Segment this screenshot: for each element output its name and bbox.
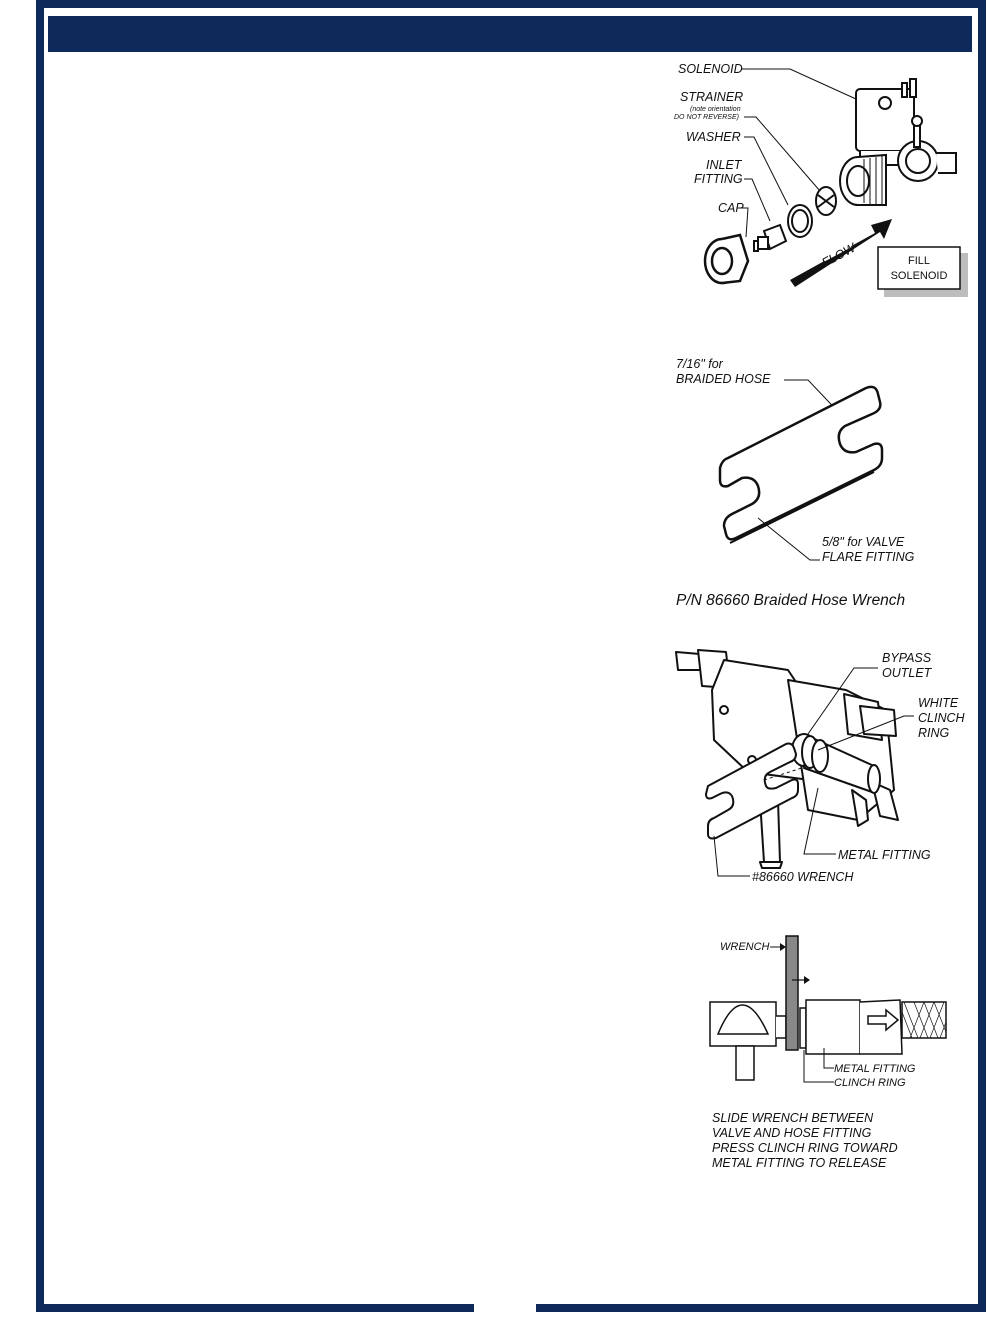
valve-wrench-diagram — [668, 640, 978, 890]
label-wrench-part: #86660 WRENCH — [752, 870, 854, 884]
label-wrench-top-2: BRAIDED HOSE — [676, 372, 771, 386]
label-inlet-1: INLET — [706, 158, 742, 172]
label-strainer-note-1: (note orientation — [690, 106, 741, 113]
instruction-line-2: VALVE AND HOSE FITTING — [712, 1126, 872, 1140]
label-clinch-3: RING — [918, 726, 950, 740]
hose-wrench-diagram — [670, 350, 970, 620]
label-wrench-bottom-2: FLARE FITTING — [822, 550, 915, 564]
fill-solenoid-diagram — [660, 55, 980, 305]
callout-solenoid: SOLENOID — [890, 270, 948, 282]
label-cap: CAP — [718, 201, 744, 215]
label-wrench-top-1: 7/16" for — [676, 357, 723, 371]
instruction-line-1: SLIDE WRENCH BETWEEN — [712, 1111, 874, 1125]
label-solenoid: SOLENOID — [678, 62, 743, 76]
label-bypass-2: OUTLET — [882, 666, 932, 680]
instruction-line-4: METAL FITTING TO RELEASE — [712, 1156, 887, 1170]
label-clinch-2: CLINCH — [918, 711, 965, 725]
label-wrench-bottom-1: 5/8" for VALVE — [822, 535, 905, 549]
label-section-wrench: WRENCH — [720, 941, 770, 953]
label-bypass-1: BYPASS — [882, 651, 932, 665]
label-flow: FLOW — [819, 240, 858, 270]
wrench-caption: P/N 86660 Braided Hose Wrench — [676, 592, 906, 609]
label-metal-fitting: METAL FITTING — [838, 848, 931, 862]
footer-gap — [474, 1302, 536, 1318]
header-bar — [48, 16, 972, 52]
clinch-section-diagram — [700, 930, 960, 1190]
callout-fill: FILL — [907, 255, 931, 267]
instruction-line-3: PRESS CLINCH RING TOWARD — [712, 1141, 898, 1155]
label-inlet-2: FITTING — [694, 172, 743, 186]
label-strainer-note-2: DO NOT REVERSE) — [674, 114, 739, 121]
label-section-clinch: CLINCH RING — [834, 1077, 906, 1089]
label-washer: WASHER — [686, 130, 741, 144]
label-clinch-1: WHITE — [918, 696, 959, 710]
label-strainer: STRAINER — [680, 90, 744, 104]
label-section-metal: METAL FITTING — [834, 1063, 916, 1075]
